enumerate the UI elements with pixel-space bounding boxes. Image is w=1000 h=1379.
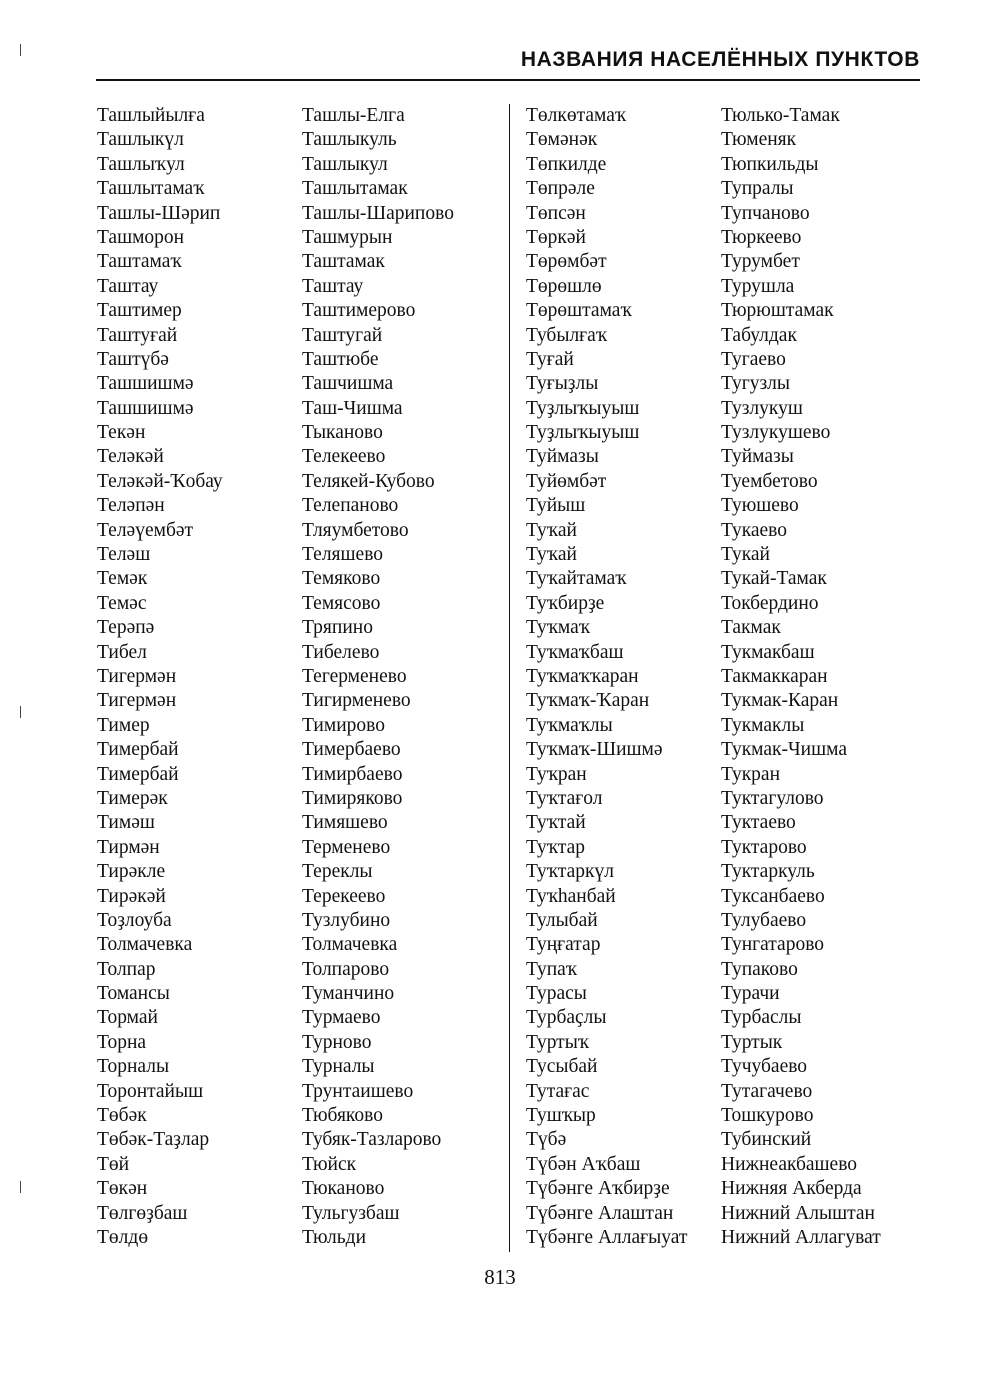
bashkir-name: Туҡбирҙе [526,592,605,614]
russian-name: Тукмак-Каран [721,690,839,712]
bashkir-name: Ташшишмә [97,373,194,395]
bashkir-name: Ташлыҡул [97,153,185,175]
russian-name: Тугаево [721,348,786,370]
russian-name: Таштамак [302,251,385,273]
russian-name: Тюрюштамак [721,300,834,322]
bashkir-name: Таштамаҡ [97,251,182,273]
bashkir-name: Туйыш [526,495,586,517]
margin-mark [20,44,21,56]
russian-name: Тузлукушево [721,422,831,444]
bashkir-name: Туҙлыҡыуыш [526,422,640,444]
bashkir-name: Туртыҡ [526,1031,589,1053]
russian-name: Такмаккаран [721,665,828,687]
page-number: 813 [484,1265,516,1289]
russian-name: Тегерменево [302,665,407,687]
russian-name: Тупаково [721,958,798,980]
russian-name: Тубяк-Тазларово [302,1129,442,1151]
russian-name: Туембетово [721,470,818,492]
russian-name: Туктарово [721,836,807,858]
bashkir-name: Төмәнәк [526,129,598,151]
bashkir-name: Түбән Аҡбаш [526,1153,641,1175]
russian-name: Турново [302,1031,372,1053]
russian-name: Тюльди [302,1226,367,1248]
bashkir-name: Теләпән [97,495,165,517]
russian-name: Турналы [302,1056,375,1078]
bashkir-name: Ташлытамаҡ [97,178,205,200]
bashkir-name: Тубылғаҡ [526,324,608,346]
russian-name: Тюменяк [721,129,797,151]
russian-name: Туманчино [302,983,395,1005]
bashkir-name: Төй [97,1153,130,1175]
russian-name: Турушла [721,275,795,297]
bashkir-name: Төрөшлө [526,275,602,297]
russian-name: Тукай-Тамак [721,568,827,590]
bashkir-name: Туҡтай [526,812,586,834]
russian-name: Тукай [721,544,770,566]
bashkir-name: Таштимер [97,300,182,322]
bashkir-name: Торонтайыш [97,1080,204,1102]
russian-name: Тукмак-Чишма [721,739,847,761]
bashkir-name: Туҡмаҡ-Шишмә [526,739,663,761]
column-right-bashkir [526,104,687,1250]
bashkir-name: Ташлыкүл [97,129,184,151]
russian-name: Ташчишма [302,373,394,395]
bashkir-name: Теләкәй-Ҡобау [97,470,223,492]
russian-name: Ташлы-Шарипово [302,202,454,224]
russian-name: Тюканово [302,1178,385,1200]
russian-name: Тупралы [721,178,794,200]
bashkir-name: Тибел [97,641,147,663]
russian-name: Темясово [302,592,381,614]
bashkir-name: Туҡмаҡлы [526,714,613,736]
russian-name: Нижнеакбашево [721,1153,858,1175]
russian-name: Таштугай [302,324,383,346]
russian-name: Туктаево [721,812,796,834]
bashkir-name: Түбәнге Аллағыуат [526,1226,688,1248]
bashkir-name: Туҡтаркүл [526,861,614,883]
bashkir-name: Тирәкәй [97,885,166,907]
bashkir-name: Тимер [97,714,150,736]
russian-name: Телякей-Кубово [302,470,435,492]
russian-name: Тунгатарово [721,934,825,956]
bashkir-name: Тимерәк [97,787,168,809]
russian-name: Тимирово [302,714,385,736]
russian-name: Тюбяково [302,1105,383,1127]
russian-name: Ташлыкуль [302,129,397,151]
russian-name: Тереклы [302,861,373,883]
bashkir-name: Терәпә [97,617,155,639]
russian-name: Тюйск [302,1153,357,1175]
bashkir-name: Тигермән [97,665,177,687]
header-rule [96,79,920,81]
bashkir-name: Томансы [97,983,170,1005]
russian-name: Тигирменево [302,690,411,712]
russian-name: Ташлытамак [302,178,408,200]
russian-name: Туктаркуль [721,861,815,883]
russian-name: Тубинский [721,1129,812,1151]
margin-mark [20,1181,21,1193]
russian-name: Тукмаклы [721,714,805,736]
bashkir-name: Туҡмаҡҡаран [526,665,639,687]
bashkir-name: Ташморон [97,226,185,248]
russian-name: Тюпкильды [721,153,819,175]
bashkir-name: Тусыбай [526,1056,598,1078]
bashkir-name: Түбәнге Алаштан [526,1202,674,1224]
bashkir-name: Төпсән [526,202,586,224]
bashkir-name: Туҙлыҡыуыш [526,397,640,419]
russian-name: Ташлы-Елга [302,105,405,126]
margin-mark [20,706,21,718]
russian-name: Тульгузбаш [302,1202,400,1224]
bashkir-name: Туҡһанбай [526,885,616,907]
bashkir-name: Төбәк-Таҙлар [97,1129,210,1151]
bashkir-name: Туғыҙлы [526,373,599,395]
russian-name: Нижний Алыштан [721,1202,875,1224]
russian-name: Тряпино [302,617,373,639]
russian-name: Ташмурын [302,226,393,248]
russian-name: Тучубаево [721,1056,808,1078]
russian-name: Туксанбаево [721,885,825,907]
bashkir-name: Туҡмаҡ-Ҡаран [526,690,650,712]
bashkir-name: Туҡай [526,519,577,541]
russian-name: Трунтаишево [302,1080,414,1102]
bashkir-name: Туғай [526,348,574,370]
bashkir-name: Тимербай [97,763,179,785]
russian-name: Туртык [721,1031,783,1053]
bashkir-name: Туймазы [526,446,599,468]
bashkir-name: Ташлыйылға [97,105,205,126]
bashkir-name: Тушҡыр [526,1105,596,1127]
russian-name: Тукаево [721,519,788,541]
russian-name: Тузлукуш [721,397,803,419]
russian-name: Тюлько-Тамак [721,105,840,126]
russian-name: Нижняя Акберда [721,1178,862,1200]
russian-name: Толмачевка [302,934,398,956]
bashkir-name: Ташшишмә [97,397,194,419]
bashkir-name: Туҡтар [526,836,586,858]
russian-name: Тимербаево [302,739,401,761]
bashkir-name: Торна [97,1031,147,1053]
russian-name: Тутагачево [721,1080,813,1102]
bashkir-name: Туҡмаҡ [526,617,590,639]
russian-name: Тыканово [302,422,383,444]
bashkir-name: Темәс [97,592,147,614]
russian-name: Турачи [721,983,780,1005]
bashkir-name: Теләш [97,544,151,566]
bashkir-name: Төркәй [526,226,586,248]
russian-name: Тукран [721,763,781,785]
column-left-bashkir [97,104,223,1250]
russian-name: Тузлубино [302,909,391,931]
bashkir-name: Таштау [97,275,159,297]
column-divider [509,104,510,1252]
russian-name: Таштау [302,275,364,297]
russian-name: Нижний Аллагуват [721,1226,881,1248]
bashkir-name: Теләүембәт [97,519,194,541]
bashkir-name: Туйөмбәт [526,470,607,492]
column-left-russian [302,104,454,1250]
bashkir-name: Толмачевка [97,934,193,956]
russian-name: Теляшево [302,544,384,566]
russian-name: Турбаслы [721,1007,802,1029]
bashkir-name: Төбәк [97,1105,147,1127]
russian-name: Тимяшево [302,812,388,834]
bashkir-name: Түбә [526,1129,567,1151]
bashkir-name: Торналы [97,1056,170,1078]
russian-name: Туюшево [721,495,799,517]
russian-name: Тошкурово [721,1105,814,1127]
russian-name: Турмаево [302,1007,381,1029]
russian-name: Турумбет [721,251,800,273]
bashkir-name: Туҡран [526,763,587,785]
russian-name: Тимирбаево [302,763,403,785]
bashkir-name: Тигермән [97,690,177,712]
bashkir-name: Тирмән [97,836,160,858]
russian-name: Таш-Чишма [302,397,403,419]
russian-name: Тугузлы [721,373,790,395]
bashkir-name: Тутағас [526,1080,590,1102]
russian-name: Тибелево [302,641,380,663]
bashkir-name: Тоҙлоуба [97,909,172,931]
bashkir-name: Туҡайтамаҡ [526,568,627,590]
russian-name: Таштимерово [302,300,416,322]
bashkir-name: Темәк [97,568,148,590]
russian-name: Толпарово [302,958,390,980]
bashkir-name: Тупаҡ [526,958,577,980]
bashkir-name: Тирәкле [97,861,166,883]
bashkir-name: Тулыбай [526,909,598,931]
bashkir-name: Туҡмаҡбаш [526,641,624,663]
russian-name: Тляумбетово [302,519,409,541]
page-header-title: НАЗВАНИЯ НАСЕЛЁННЫХ ПУНКТОВ [520,48,920,71]
russian-name: Тюркеево [721,226,802,248]
russian-name: Токбердино [721,592,819,614]
russian-name: Такмак [721,617,781,639]
russian-name: Ташлыкул [302,153,388,175]
bashkir-name: Туңғатар [526,934,601,956]
russian-name: Телекеево [302,446,386,468]
bashkir-name: Төлкөтамаҡ [526,105,627,126]
russian-name: Тимиряково [302,787,403,809]
russian-name: Таштюбе [302,348,379,370]
bashkir-name: Туҡтағол [526,787,603,809]
bashkir-name: Туҡай [526,544,577,566]
bashkir-name: Төпкилде [526,153,607,175]
bashkir-name: Турасы [526,983,587,1005]
bashkir-name: Таштуғай [97,324,178,346]
bashkir-name: Ташлы-Шәрип [97,202,221,224]
bashkir-name: Толпар [97,958,156,980]
bashkir-name: Турбаҫлы [526,1007,607,1029]
russian-name: Терменево [302,836,391,858]
bashkir-name: Тормай [97,1007,158,1029]
russian-name: Темяково [302,568,381,590]
bashkir-name: Тимәш [97,812,155,834]
bashkir-name: Төпрәле [526,178,595,200]
russian-name: Тукмакбаш [721,641,815,663]
russian-name: Туймазы [721,446,794,468]
russian-name: Тулубаево [721,909,807,931]
bashkir-name: Таштүбә [97,348,169,370]
bashkir-name: Төкән [97,1178,148,1200]
bashkir-name: Түбәнге Аҡбирҙе [526,1178,670,1200]
russian-name: Туктагулово [721,787,824,809]
russian-name: Табулдак [721,324,797,346]
bashkir-name: Төлгөҙбаш [97,1202,188,1224]
russian-name: Тупчаново [721,202,810,224]
bashkir-name: Төрөштамаҡ [526,300,632,322]
bashkir-name: Текән [97,422,146,444]
column-right-russian [721,104,881,1250]
bashkir-name: Тимербай [97,739,179,761]
russian-name: Телепаново [302,495,399,517]
bashkir-name: Төрөмбәт [526,251,607,273]
bashkir-name: Теләкәй [97,446,164,468]
bashkir-name: Төлдө [97,1226,149,1248]
russian-name: Терекеево [302,885,386,907]
